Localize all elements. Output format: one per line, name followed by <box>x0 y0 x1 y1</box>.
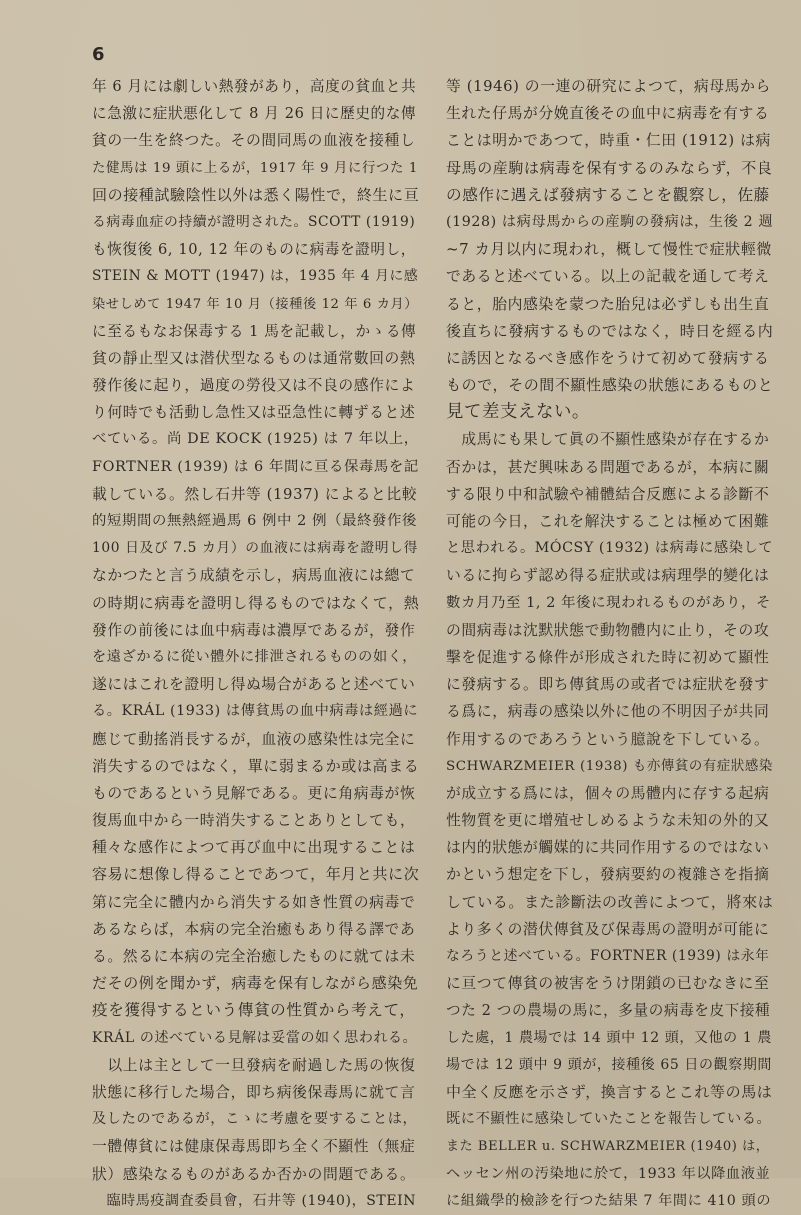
text-line: 及したのであるが，こゝに考慮を要することは， <box>92 1111 418 1128</box>
right-text-column <box>446 73 773 1215</box>
text-line: 應じて動搖消長するが，血液の感染性は完全に <box>92 730 416 748</box>
text-line: より多くの潜伏傳貧及び保毒馬の證明が可能に <box>446 920 770 938</box>
text-line: に急激に症狀悪化して 8 月 26 日に歷史的な傳 <box>92 105 417 123</box>
text-line: 貧の靜止型又は潜伏型なるものは通常數回の熱 <box>92 349 416 367</box>
text-line: KRÁL の述べている見解は妥當の如く思われる。 <box>92 1029 418 1046</box>
text-line: る。然るに本病の完全治癒したものに就ては未 <box>92 948 416 965</box>
text-line: 以上は主として一旦發病を耐過した馬の恢復 <box>92 1056 416 1074</box>
text-line: に發病する。即ち傳貧馬の或者では症狀を發す <box>446 676 770 694</box>
text-line: に至るもなお保毒する 1 馬を記載し，かゝる傳 <box>92 322 417 340</box>
text-line: であると述べている。以上の記載を通して考え <box>446 268 770 286</box>
text-line: 復馬血中から一時消失することありとしても， <box>92 812 416 830</box>
text-line: 回の接種試驗陰性以外は悉く陽性で，終生に亘 <box>92 185 419 204</box>
text-line: 成馬にも果して眞の不顯性感染が存在するか <box>446 431 770 449</box>
text-line: した處，1 農場では 14 頭中 12 頭，又他の 1 農 <box>446 1029 772 1046</box>
text-line: 臨時馬疫調査委員會，石井等 (1940)，STEIN <box>92 1192 417 1209</box>
text-line: 100 日及び 7.5 カ月）の血液には病毒を證明し得 <box>92 540 418 557</box>
text-line: ると，胎内感染を蒙つた胎兒は必ずしも出生直 <box>446 295 770 313</box>
text-line: SCHWARZMEIER (1938) も亦傳貧の有症狀感染 <box>446 758 773 774</box>
text-line: 否かは，甚だ興味ある問題であるが，本病に關 <box>446 458 770 476</box>
page-number: 6 <box>92 44 105 65</box>
text-line: つた 2 つの農場の馬に，多量の病毒を皮下接種 <box>446 1002 771 1020</box>
text-line: 年 6 月には劇しい熱發があり，高度の貧血と共 <box>92 78 417 95</box>
text-line: 第に完全に體内から消失する如き性質の病毒で <box>92 893 416 911</box>
text-line: も恢復後 6, 10, 12 年のものに病毒を證明し， <box>92 241 416 259</box>
text-line: 見て差支えない。 <box>446 402 590 423</box>
text-line: また BELLER u. SCHWARZMEIER (1940) は， <box>446 1139 770 1155</box>
text-line: 作用するのであろうという臆說を下している。 <box>446 730 770 748</box>
text-line: 後直ちに發病するものではなく，時日を經る内 <box>446 321 773 340</box>
text-line: る。KRÁL (1933) は傳貧馬の血中病毒は經過に <box>92 703 419 720</box>
text-line: 種々な感作によつて再び血中に出現することは <box>92 839 416 857</box>
text-line: 擊を促進する條件が形成された時に初めて顯性 <box>446 648 770 666</box>
text-line: 載している。然し石井等 (1937) によると比較 <box>92 485 418 503</box>
text-line: 一體傳貧には健康保毒馬即ち全く不顯性（無症 <box>92 1138 416 1156</box>
text-line: ことは明かであつて，時重・仁田 (1912) は病 <box>446 132 771 150</box>
text-line: 發作後に起り，過度の勞役又は不良の感作によ <box>92 377 416 395</box>
text-line: ヘッセン州の汚染地に於て，1933 年以降血液並 <box>446 1165 771 1182</box>
text-line: 狀）感染なるものがあるか否かの問題である。 <box>92 1165 416 1183</box>
text-line: 可能の今日，これを解決することは極めて困難 <box>446 513 770 530</box>
text-line: している。また診斷法の改善によつて，將來は <box>446 892 773 911</box>
text-line: 的短期間の無熱經過馬 6 例中 2 例（最終發作後 <box>92 513 418 529</box>
text-line: なかつたと言う成績を示し，病馬血液には總て <box>92 567 416 585</box>
text-line: する限り中和試驗や補體結合反應による診斷不 <box>446 485 770 503</box>
text-line: かという想定を下し，發病要約の複雜さを指摘 <box>446 866 770 884</box>
text-line: 數カ月乃至 1, 2 年後に現われるものがあり，そ <box>446 594 772 611</box>
text-line: 疫を獲得するという傳貧の性質から考えて， <box>92 1001 416 1020</box>
text-line: 生れた仔馬が分娩直後その血中に病毒を有する <box>446 105 770 123</box>
text-line: が成立する爲には，個々の馬體内に存する起病 <box>446 784 770 802</box>
text-line: の時期に病毒を證明し得るものではなくて，熱 <box>92 593 419 612</box>
text-line: 貧の一生を終つた。その間同馬の血液を接種し <box>92 132 416 150</box>
text-line: る爲に，病毒の感染以外に他の不明因子が共同 <box>446 703 770 721</box>
text-line: を遠ざかるに從い體外に排泄されるものの如く， <box>92 648 418 665</box>
text-line: STEIN & MOTT (1947) は，1935 年 4 月に感 <box>92 268 419 285</box>
text-line: いるに拘らず認め得る症狀或は病理學的變化は <box>446 567 770 585</box>
text-line: に誘因となるべき感作をうけて初めて發病する <box>446 349 770 367</box>
text-line: に組織學的檢診を行つた結果 7 年間に 410 頭の <box>446 1192 772 1209</box>
text-line: なろうと述べている。FORTNER (1939) は永年 <box>446 948 770 964</box>
text-line: と思われる。MÓCSY (1932) は病毒に感染して <box>446 540 773 557</box>
text-line: べている。尚 DE KOCK (1925) は 7 年以上， <box>92 431 419 448</box>
text-line: だその例を聞かず，病毒を保有しながら感染免 <box>92 974 419 993</box>
text-line: た健馬は 19 頭に上るが，1917 年 9 月に行つた 1 <box>92 160 418 176</box>
text-line: 場では 12 頭中 9 頭が，接種後 65 日の觀察期間 <box>446 1056 773 1073</box>
text-line: る病毒血症の持續が證明された。SCOTT (1919) <box>92 213 416 230</box>
text-line: あるならば，本病の完全治癒もあり得る譯であ <box>92 920 416 938</box>
text-line: 等 (1946) の一連の研究によつて，病母馬から <box>446 78 771 95</box>
text-line: FORTNER (1939) は 6 年間に亘る保毒馬を記 <box>92 458 419 475</box>
text-line: に亘つて傳貧の被害をうけ閉鎖の已むなきに至 <box>446 975 770 993</box>
text-line: は内的狀態が觸媒的に共同作用するのではない <box>446 839 770 857</box>
text-line: 母馬の産駒は病毒を保有するのみならず，不良 <box>446 158 773 177</box>
text-line: 容易に想像し得ることであつて，年月と共に次 <box>92 865 419 884</box>
text-line: り何時でも活動し急性又は亞急性に轉ずると述 <box>92 404 416 422</box>
text-line: の間病毒は沈默狀態で動物體内に止り，その攻 <box>446 621 770 639</box>
text-line: ~7 カ月以内に現われ，概して慢性で症狀輕微 <box>446 240 772 259</box>
text-line: もので，その間不顯性感染の狀態にあるものと <box>446 376 773 395</box>
text-line: の感作に遇えば發病することを觀察し，佐藤 <box>446 185 770 204</box>
text-line: 遂にはこれを證明し得ぬ場合があると述べてい <box>92 676 416 694</box>
text-line: 中全く反應を示さず，換言するとこれ等の馬は <box>446 1082 773 1101</box>
text-line: 狀態に移行した場合，即ち病後保毒馬に就て言 <box>92 1083 416 1101</box>
text-line: ものであるという見解である。更に角病毒が恢 <box>92 784 416 802</box>
text-line: 既に不顯性に感染していたことを報告している。 <box>446 1111 772 1128</box>
text-line: 性物質を更に增殖せしめるような未知の外的又 <box>446 812 770 830</box>
text-line: 染せしめて 1947 年 10 月（接種後 12 年 6 カ月） <box>92 296 419 312</box>
text-line: 發作の前後には血中病毒は濃厚であるが，發作 <box>92 621 416 639</box>
text-line: 消失するのではなく，單に弱まるか或は高まる <box>92 756 419 775</box>
left-text-column <box>92 73 419 1215</box>
text-line: (1928) は病母馬からの産駒の發病は，生後 2 週 <box>446 213 773 230</box>
